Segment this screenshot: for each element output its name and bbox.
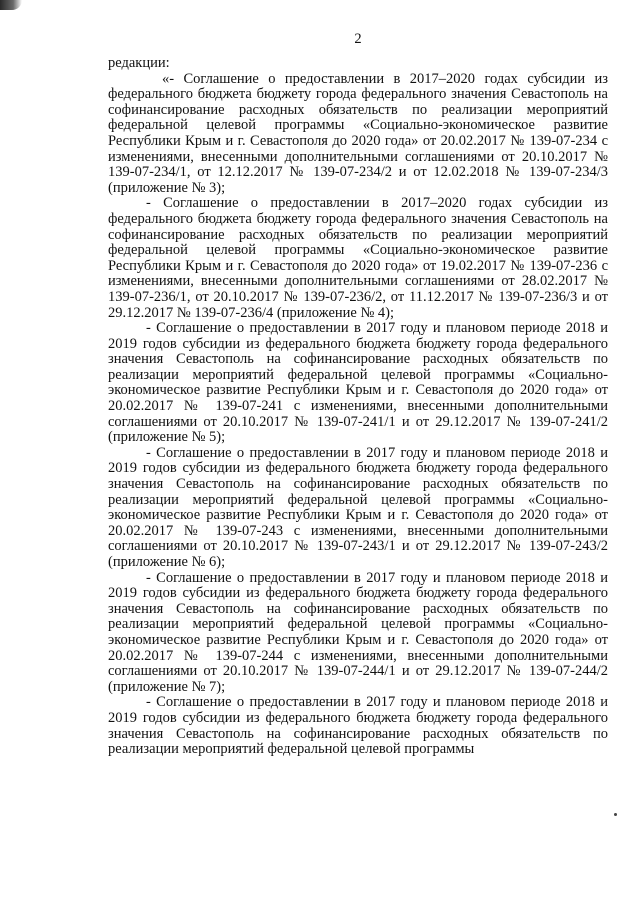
- scan-edge-artifact: [0, 0, 22, 10]
- paragraph-agreement-243: - Соглашение о предоставлении в 2017 году и плановом периоде 2018 и 2019 годов субсидии из федерального бюджета бюджету города федерального значения Севастополь на софинансирование расходных обязательств по реализации мероприятий федеральной целевой программы «Социально-экономическое развитие Республики Крым и г. Севастополя до 2020 года» от 20.02.2017 № 139-07-243 с изменениями, внесенными дополнительными соглашениями от 20.10.2017 № 139-07-243/1 и от 29.12.2017 № 139-07-243/2 (приложение № 6);: [108, 444, 608, 570]
- paragraph-agreement-next: - Соглашение о предоставлении в 2017 году и плановом периоде 2018 и 2019 годов субсидии из федерального бюджета бюджету города федерального значения Севастополь на софинансирование расходных обязательств по реализации мероприятий федеральной целевой программы: [108, 694, 608, 758]
- scan-speck: [614, 813, 617, 816]
- paragraph-agreement-241: - Соглашение о предоставлении в 2017 году и плановом периоде 2018 и 2019 годов субсидии из федерального бюджета бюджету города федерального значения Севастополь на софинансирование расходных обязательств по реализации мероприятий федеральной целевой программы «Социально-экономическое развитие Республики Крым и г. Севастополя до 2020 года» от 20.02.2017 № 139-07-241 с изменениями, внесенными дополнительными соглашениями от 20.10.2017 № 139-07-241/1 и от 29.12.2017 № 139-07-241/2 (приложение № 5);: [108, 320, 608, 446]
- paragraph-agreement-244: - Соглашение о предоставлении в 2017 году и плановом периоде 2018 и 2019 годов субсидии из федерального бюджета бюджету города федерального значения Севастополь на софинансирование расходных обязательств по реализации мероприятий федеральной целевой программы «Социально-экономическое развитие Республики Крым и г. Севастополя до 2020 года» от 20.02.2017 № 139-07-244 с изменениями, внесенными дополнительными соглашениями от 20.10.2017 № 139-07-244/1 и от 29.12.2017 № 139-07-244/2 (приложение № 7);: [108, 569, 608, 695]
- page-number: 2: [354, 31, 362, 47]
- paragraph-agreement-234: «- Соглашение о предоставлении в 2017–2020 годах субсидии из федерального бюджета бюджету города федерального значения Севастополь на софинансирование расходных обязательств по реализации мероприятий федеральной целевой программы «Социально-экономическое развитие Республики Крым и г. Севастополя до 2020 года» от 20.02.2017 № 139-07-234 с изменениями, внесенными дополнительными соглашениями от 20.10.2017 № 139-07-234/1, от 12.12.2017 № 139-07-234/2 и от 12.02.2018 № 139-07-234/3 (приложение № 3);: [108, 70, 608, 196]
- lead-text: редакции:: [108, 55, 170, 71]
- document-page: [108, 30, 608, 758]
- paragraph-agreement-236: - Соглашение о предоставлении в 2017–2020 годах субсидии из федерального бюджета бюджету города федерального значения Севастополь на софинансирование расходных обязательств по реализации мероприятий федеральной целевой программы «Социально-экономическое развитие Республики Крым и г. Севастополя до 2020 года» от 19.02.2017 № 139-07-236 с изменениями, внесенными дополнительными соглашениями от 28.02.2017 № 139-07-236/1, от 20.10.2017 № 139-07-236/2, от 11.12.2017 № 139-07-236/3 и от 29.12.2017 № 139-07-236/4 (приложение № 4);: [108, 195, 608, 321]
